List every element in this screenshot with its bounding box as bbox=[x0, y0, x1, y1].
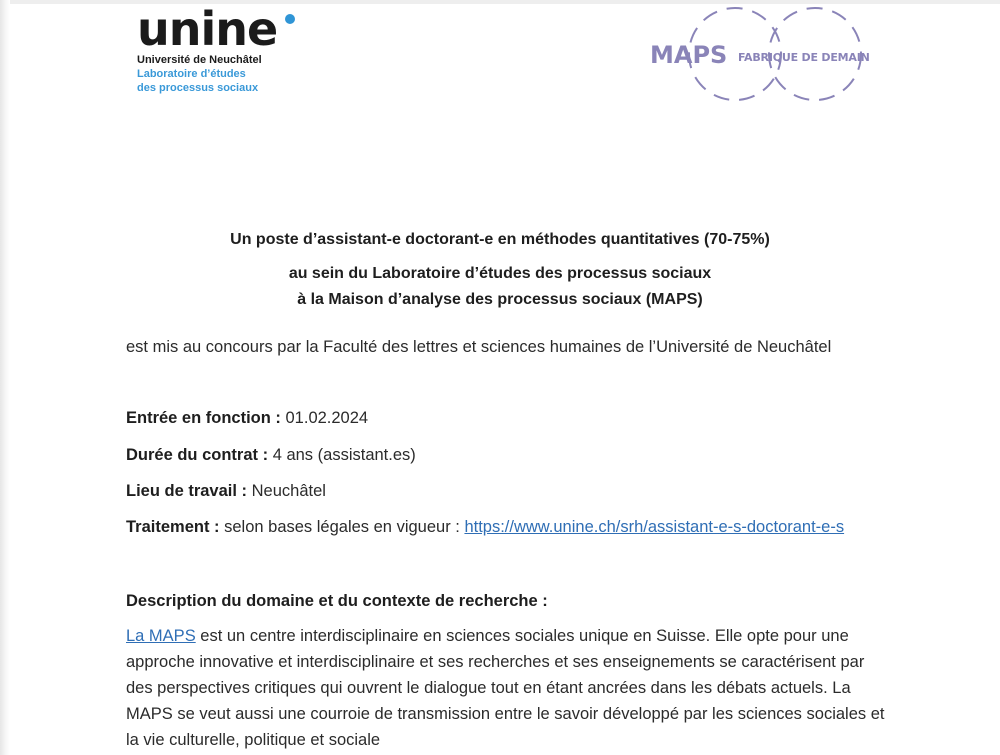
intro-paragraph: est mis au concours par la Faculté des lettres et sciences humaines de l’Université de Neuchâtel bbox=[126, 338, 832, 356]
description-heading: Description du domaine et du contexte de recherche : bbox=[126, 592, 548, 610]
salary-row bbox=[126, 514, 856, 540]
job-subtitle-line2: à la Maison d’analyse des processus sociaux (MAPS) bbox=[297, 291, 703, 308]
unine-dot-icon bbox=[285, 14, 295, 24]
maps-wordmark: MAPS bbox=[650, 41, 728, 69]
location-row bbox=[126, 478, 886, 504]
location-value: Neuchâtel bbox=[247, 482, 326, 500]
unine-wordmark bbox=[137, 2, 278, 56]
start-date-label: Entrée en fonction : bbox=[126, 409, 281, 427]
maps-tagline: FABRIQUE DE DEMAIN bbox=[738, 51, 870, 64]
page-left-edge bbox=[0, 0, 10, 755]
salary-label: Traitement : bbox=[126, 518, 220, 536]
duration-value: 4 ans (assistant.es) bbox=[268, 446, 416, 464]
unine-logo bbox=[137, 2, 278, 95]
salary-link[interactable]: https://www.unine.ch/srh/assistant-e-s-doctorant-e-s bbox=[464, 518, 845, 536]
maps-logo bbox=[640, 4, 880, 106]
description-text: est un centre interdisciplinaire en sciences sociales unique en Suisse. Elle opte pour une approche innovative et interdisciplinaire et ses recherches et ses enseignements se caractérisent par des perspectives critiques qui ouvrent le dialogue tout en étant ancrées dans les débats actuels. La MAPS se veut aussi une courroie de transmission entre le savoir développé par les sciences sociales et la vie culturelle, politique et sociale bbox=[126, 627, 885, 749]
lab-name-line2: des processus sociaux bbox=[137, 82, 259, 94]
job-title: Un poste d’assistant-e doctorant-e en méthodes quantitatives (70-75%) bbox=[230, 231, 770, 248]
description-paragraph bbox=[126, 623, 886, 753]
location-label: Lieu de travail : bbox=[126, 482, 248, 500]
salary-value: selon bases légales en vigueur : bbox=[219, 518, 465, 536]
job-subtitle-line1: au sein du Laboratoire d’études des processus sociaux bbox=[288, 265, 712, 282]
start-date-row bbox=[126, 405, 886, 431]
university-name: Université de Neuchâtel bbox=[137, 54, 262, 66]
duration-row bbox=[126, 442, 886, 468]
duration-label: Durée du contrat : bbox=[126, 446, 269, 464]
unine-word-text: unine bbox=[137, 2, 278, 56]
maps-link[interactable]: La MAPS bbox=[126, 627, 196, 645]
lab-name-line1: Laboratoire d’études bbox=[137, 68, 246, 80]
start-date-value: 01.02.2024 bbox=[280, 409, 369, 427]
